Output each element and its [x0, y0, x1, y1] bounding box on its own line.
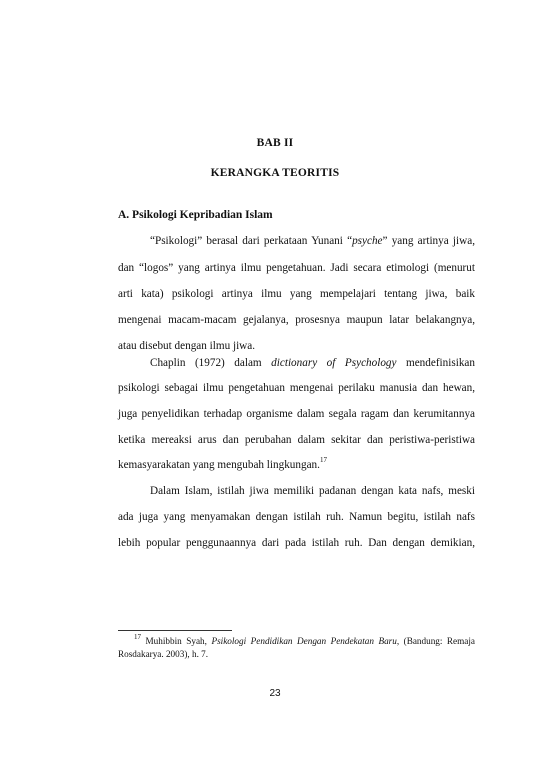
emphasis: psyche — [352, 235, 383, 247]
paragraph1-line5: atau disebut dengan ilmu jiwa. — [118, 340, 256, 352]
paragraph1-line2: dan “logos” yang artinya ilmu pengetahuan. Jadi secara etimologi (menurut — [118, 262, 475, 274]
paragraph3-line3: lebih popular penggunaannya dari pada istilah ruh. Dan dengan demikian, — [118, 537, 475, 549]
paragraph2-line1: Chaplin (1972) dalam dictionary of Psychology mendefinisikan — [150, 357, 475, 369]
paragraph3-line1: Dalam Islam, istilah jiwa memiliki padanan dengan kata nafs, meski — [150, 485, 475, 497]
emphasis: dictionary of Psychology — [271, 357, 397, 369]
paragraph2-line5: kemasyarakatan yang mengubah lingkungan.$^{17}$ — [118, 456, 327, 471]
paragraph1-line3: arti kata) psikologi artinya ilmu yang mempelajari tentang jiwa, baik — [118, 288, 475, 300]
section-heading: A. Psikologi Kepribadian Islam — [118, 209, 273, 221]
chapter-title: KERANGKA TEORITIS — [210, 167, 340, 179]
footnote-divider — [118, 630, 232, 631]
paragraph2-line4: ketika mereaksi arus dan perubahan dalam sekitar dan peristiwa-peristiwa — [118, 434, 475, 446]
chapter-label: BAB II — [256, 137, 294, 149]
footnote-reference: 17 — [319, 456, 327, 465]
footnote-line2: Rosdakarya. 2003), h. 7. — [118, 649, 209, 659]
paragraph1-line1: “Psikologi” berasal dari perkataan Yunani “psyche” yang artinya jiwa, — [150, 235, 475, 247]
paragraph2-line2: psikologi sebagai ilmu pengetahuan mengenai perilaku manusia dan hewan, — [118, 382, 475, 394]
footnote-line1: $^{17}$ Muhibbin Syah, Psikologi Pendidikan Dengan Pendekatan Baru, (Bandung: Remaja — [134, 632, 475, 646]
page-number: 23 — [269, 688, 281, 699]
paragraph3-line2: ada juga yang menyamakan dengan istilah ruh. Namun begitu, istilah nafs — [118, 511, 475, 523]
paragraph1-line4: mengenai macam-macam gejalanya, prosesnya maupun latar belakangnya, — [118, 314, 475, 326]
paragraph2-line3: juga penyelidikan terhadap organisme dalam segala ragam dan kerumitannya — [118, 408, 475, 420]
